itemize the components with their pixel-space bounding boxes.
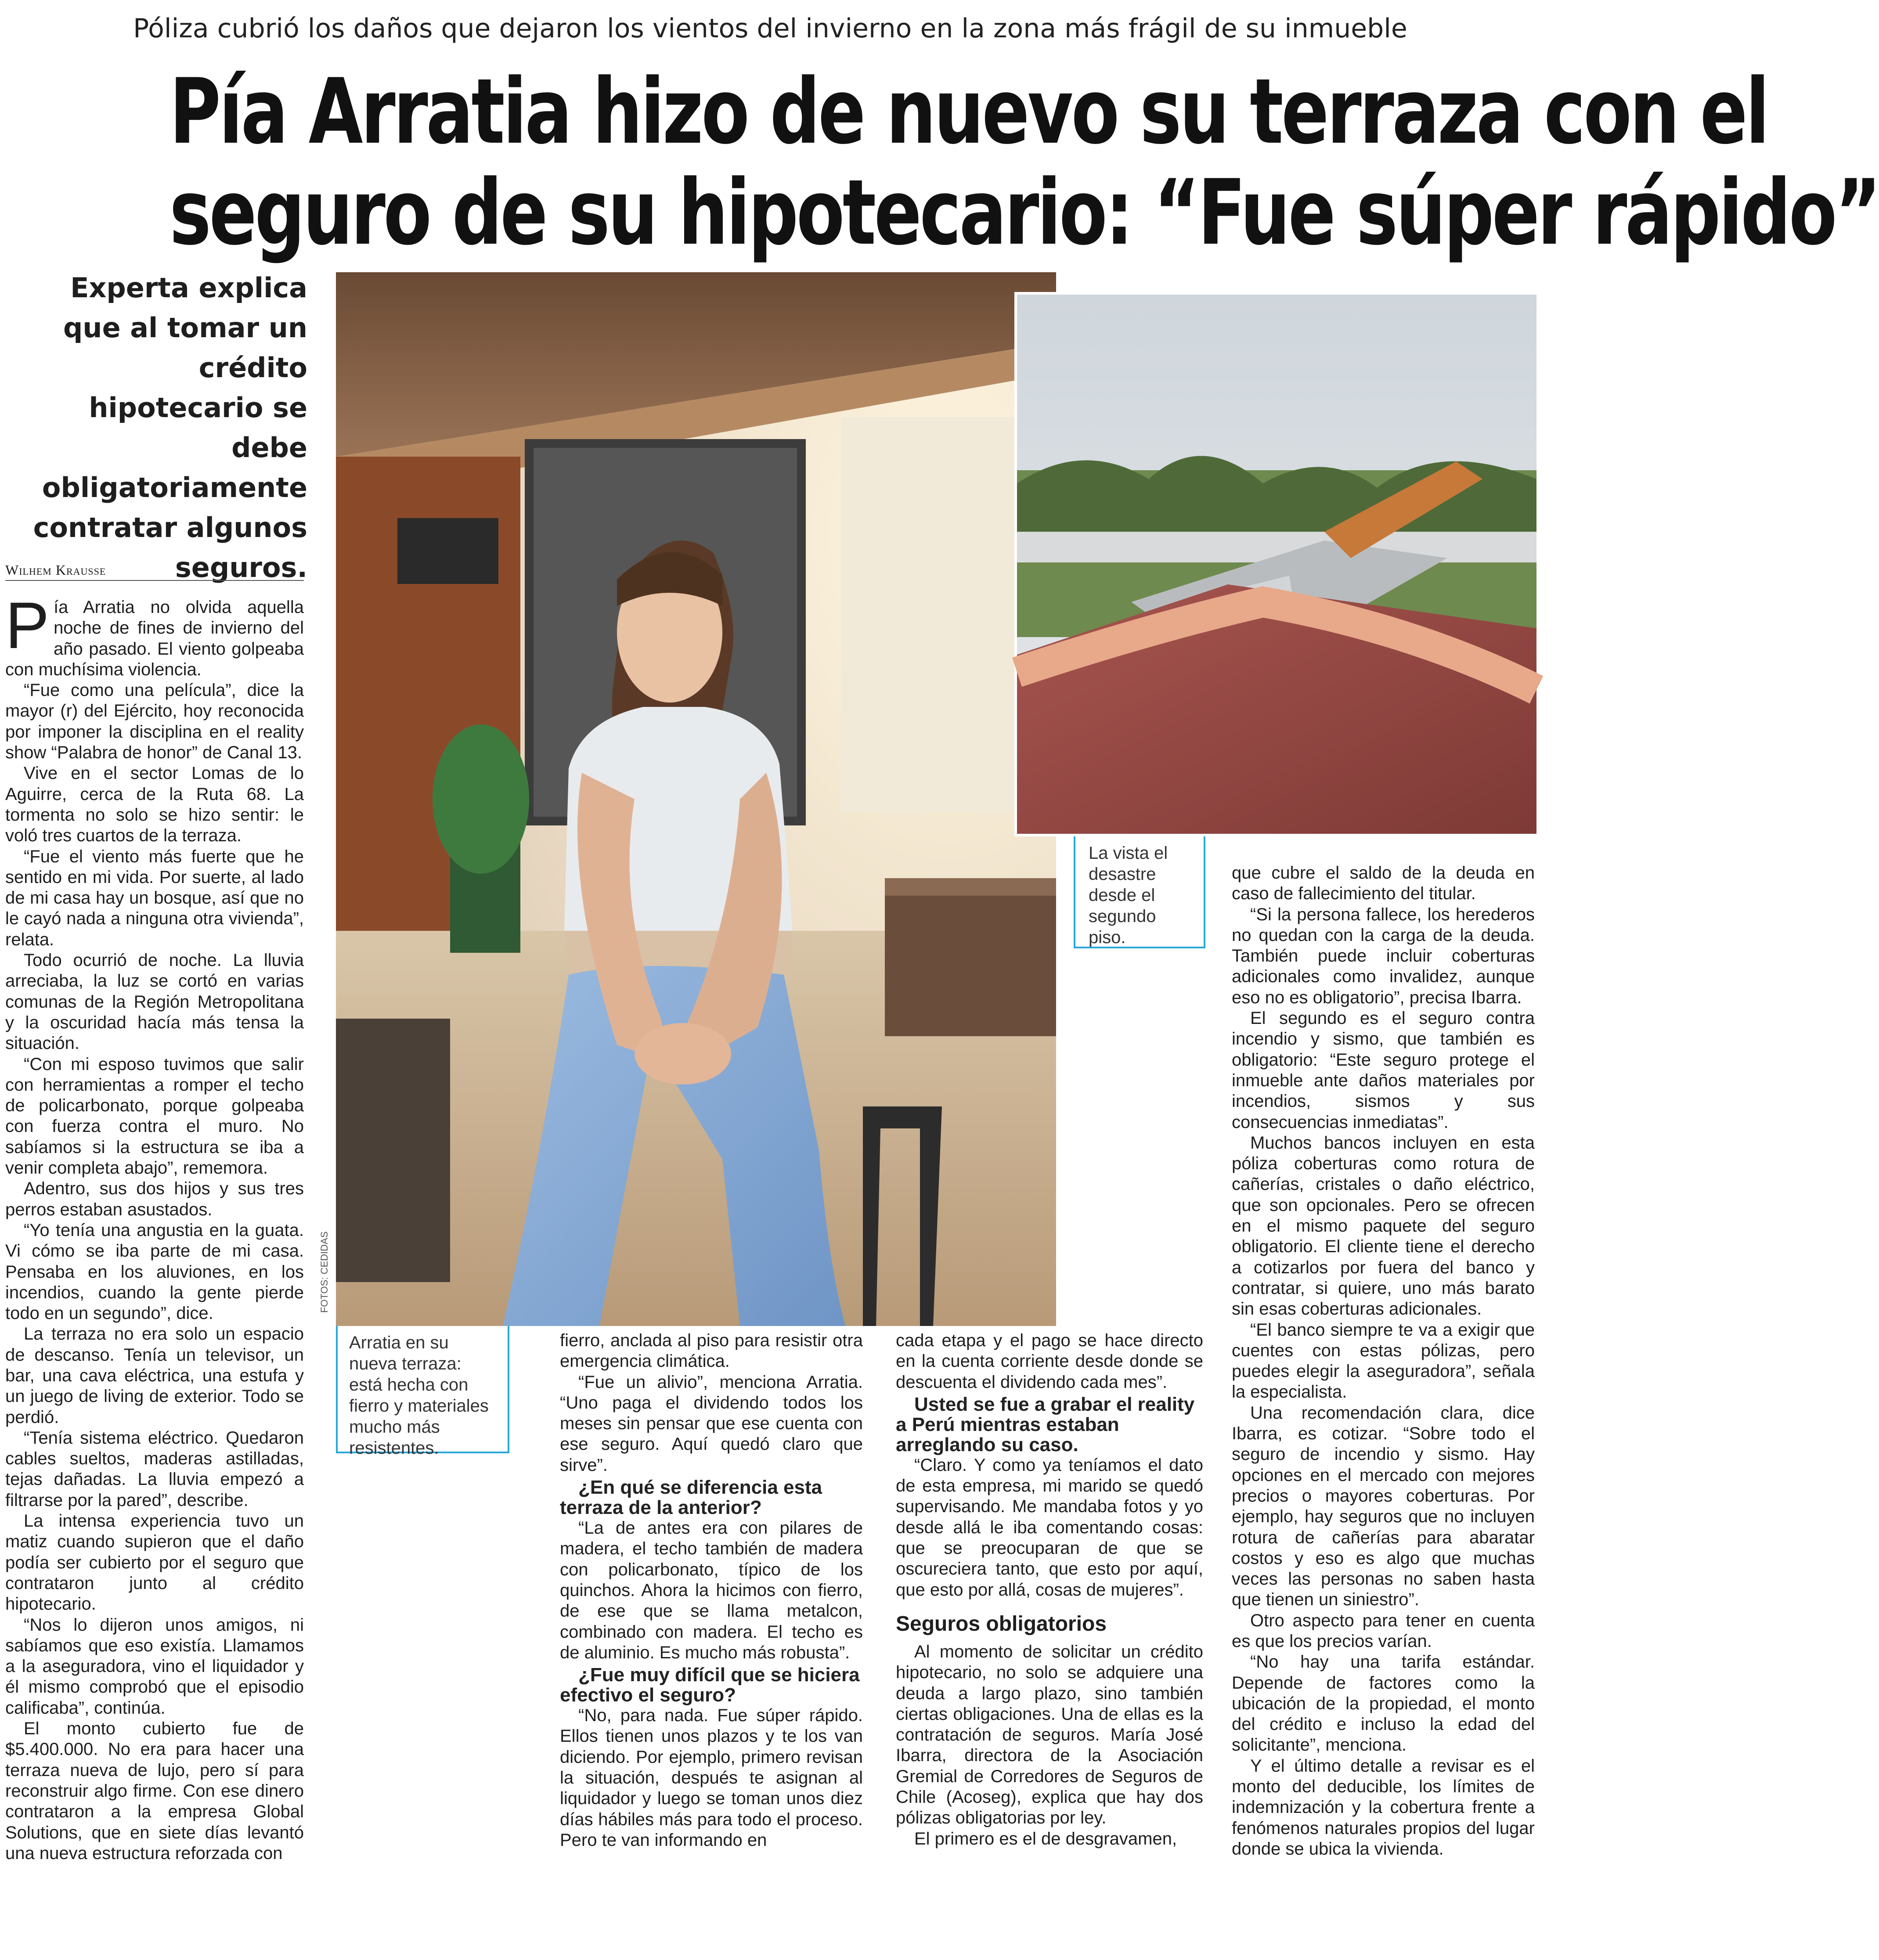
paragraph: “Tenía sistema eléctrico. Quedaron cables sueltos, maderas astilladas, tejas dañadas. La lluvia empezó a filtrarse por la pared”, describe. xyxy=(5,1428,304,1510)
interview-answer: “No, para nada. Fue súper rápido. Ellos tienen unos plazos y te los van diciendo. Por ejemplo, primero revisan la situación, después te asignan al liquidador y luego se toman unos diez días hábiles más para todo el proceso. Pero te van informando en xyxy=(560,1706,863,1850)
byline xyxy=(5,562,304,581)
column-1 xyxy=(5,588,304,1864)
paragraph: El segundo es el seguro contra incendio y sismo, que también es obligatorio: “Este seguro protege el inmueble ante daños materiales por incendios, sismos y sus consecuencias inmediatas”. xyxy=(1232,1009,1535,1132)
paragraph: “No hay una tarifa estándar. Depende de factores como la ubicación de la propiedad, el monto del crédito e incluso la edad del solicitante”, menciona. xyxy=(1232,1652,1535,1755)
main-photo-caption xyxy=(336,1326,509,1458)
interview-answer: “La de antes era con pilares de madera, el techo también de madera con policarbonato, típico de los quinchos. Ahora la hicimos con fierro, de ese que se llama metalcon, combinado con madera. El techo es de aluminio. Es mucho más robusta”. xyxy=(560,1518,863,1662)
paragraph: Vive en el sector Lomas de lo Aguirre, cerca de la Ruta 68. La tormenta no solo se hizo sentir: le voló tres cuartos de la terraza. xyxy=(5,764,304,846)
paragraph: “Nos lo dijeron unos amigos, ni sabíamos que eso existía. Llamamos a la aseguradora, vino el liquidador y él mismo comprobó que el episodio calificaba”, continúa. xyxy=(5,1615,304,1718)
paragraph: Muchos bancos incluyen en esta póliza coberturas como rotura de cañerías, cristales o daño eléctrico, que son opcionales. Pero se ofrecen en el mismo paquete del seguro obligatorio. El cliente tiene el derecho a cotizarlos por fuera del banco y contratar, si quiere, uno más barato sin esas coberturas adicionales. xyxy=(1232,1133,1535,1319)
paragraph: “Con mi esposo tuvimos que salir con herramientas a romper el techo de policarbonato, porque golpeaba con fuerza contra el muro. No sabíamos si la estructura se iba a venir completa abajo”, rememora. xyxy=(5,1054,304,1178)
paragraph-continued: que cubre el saldo de la deuda en caso de fallecimiento del titular. xyxy=(1232,863,1535,904)
paragraph: “Fue un alivio”, menciona Arratia. “Uno paga el dividendo todos los meses sin pensar que ese cuenta con ese seguro. Aquí quedó claro que sirve”. xyxy=(560,1372,863,1475)
column-4 xyxy=(1232,863,1535,1859)
lead-text: ía Arratia no olvida aquella noche de fines de invierno del año pasado. El viento golpeaba con muchísima violencia. xyxy=(5,598,304,679)
paragraph: La terraza no era solo un espacio de descanso. Tenía un televisor, un bar, una cava eléctrica, una estufa y un juego de living de exterior. Todo se perdió. xyxy=(5,1324,304,1427)
byline-name: Wilhem Krausse xyxy=(5,562,106,578)
roof-photo-caption xyxy=(1074,836,1205,948)
interview-answer: “Claro. Y como ya teníamos el dato de esta empresa, mi marido se quedó supervisando. Me mandaba fotos y yo desde allá le iba comentando cosas: que se preocuparan de que se oscureciera tanto, que esto por aquí, que esto por allá, cosas de mujeres”. xyxy=(896,1455,1203,1600)
column-3 xyxy=(896,1330,1203,1849)
roof-photo-caption-text: La vista el desastre desde el segundo piso. xyxy=(1089,843,1168,947)
main-photo-illustration xyxy=(336,272,1056,1326)
paragraph: El primero es el de desgravamen, xyxy=(914,1829,1177,1848)
photo-credit: FOTOS: CEDIDAS xyxy=(319,1231,330,1313)
headline-line-2: seguro de su hipotecario: “Fue súper rápido” xyxy=(169,161,1879,265)
main-photo xyxy=(336,272,1056,1326)
headline xyxy=(169,60,1879,265)
interview-question: Usted se fue a grabar el reality a Perú mientras estaban arreglando su caso. xyxy=(896,1393,1195,1456)
drop-cap: P xyxy=(5,588,50,662)
roof-photo xyxy=(1014,292,1539,836)
interview-question: ¿En qué se diferencia esta terraza de la anterior? xyxy=(560,1477,822,1519)
kicker: Póliza cubrió los daños que dejaron los vientos del invierno en la zona más frágil de su inmueble xyxy=(133,13,1407,44)
paragraph: “Fue como una película”, dice la mayor (r) del Ejército, hoy reconocida por imponer la disciplina en el reality show “Palabra de honor” de Canal 13. xyxy=(5,681,304,763)
lead-paragraph xyxy=(5,588,304,680)
paragraph: Adentro, sus dos hijos y sus tres perros estaban asustados. xyxy=(5,1179,304,1219)
paragraph: “Yo tenía una angustia en la guata. Vi cómo se iba parte de mi casa. Pensaba en los aluviones, en los incendios, cuando la gente pierde todo en un segundo”, dice. xyxy=(5,1220,304,1323)
paragraph: Y el último detalle a revisar es el monto del deducible, los límites de indemnización y la cobertura frente a fenómenos naturales propios del lugar donde se ubica la vivienda. xyxy=(1232,1756,1535,1859)
paragraph-continued: cada etapa y el pago se hace directo en la cuenta corriente desde donde se descuenta el dividendo cada mes”. xyxy=(896,1331,1203,1392)
paragraph: Otro aspecto para tener en cuenta es que los precios varían. xyxy=(1232,1611,1535,1651)
headline-line-1: Pía Arratia hizo de nuevo su terraza con el xyxy=(169,60,1768,164)
interview-question: ¿Fue muy difícil que se hiciera efectivo el seguro? xyxy=(560,1664,860,1706)
paragraph: “El banco siempre te va a exigir que cuentes con estas pólizas, pero puedes elegir la aseguradora”, señala la especialista. xyxy=(1232,1320,1535,1402)
roof-photo-illustration xyxy=(1017,295,1536,834)
main-photo-caption-text: Arratia en su nueva terraza: está hecha con fierro y materiales mucho más resistentes. xyxy=(349,1333,489,1458)
paragraph: “Si la persona fallece, los herederos no quedan con la carga de la deuda. También puede incluir coberturas adicionales como invalidez, aunque eso no es obligatorio”, precisa Ibarra. xyxy=(1232,904,1535,1007)
subhead: Seguros obligatorios xyxy=(896,1612,1107,1636)
paragraph: Al momento de solicitar un crédito hipotecario, no solo se adquiere una deuda a largo plazo, sino también ciertas obligaciones. Una de ellas es la contratación de seguros. María José Ibarra, directora de la Asociación Gremial de Corredores de Seguros de Chile (Acoseg), explica que hay dos pólizas obligatorias por ley. xyxy=(896,1642,1203,1828)
paragraph: Una recomendación clara, dice Ibarra, es cotizar. “Sobre todo el seguro de incendio y sismo. Hay opciones en el mercado con mejores precios o mayores coberturas. Por ejemplo, hay seguros que no incluyen rotura de cañerías para abaratar costos y eso es algo que muchas veces las personas no saben hasta que tienen un siniestro”. xyxy=(1232,1403,1535,1610)
paragraph: Todo ocurrió de noche. La lluvia arreciaba, la luz se cortó en varias comunas de la Región Metropolitana y la oscuridad hacía más tensa la situación. xyxy=(5,951,304,1053)
paragraph: “Fue el viento más fuerte que he sentido en mi vida. Por suerte, al lado de mi casa hay un bosque, así que no le cayó nada a ninguna otra vivienda”, relata. xyxy=(5,847,304,949)
paragraph: El monto cubierto fue de $5.400.000. No era para hacer una terraza nueva de lujo, pero sí para reconstruir algo firme. Con ese dinero contrataron a la empresa Global Solutions, que en siete días levantó una nueva estructura reforzada con xyxy=(5,1719,304,1863)
deck: Experta explica que al tomar un crédito hipotecario se debe obligatoriamente contratar algunos seguros. xyxy=(33,272,307,584)
column-2 xyxy=(560,1330,863,1851)
paragraph-continued: fierro, anclada al piso para resistir otra emergencia climática. xyxy=(560,1331,863,1371)
paragraph: La intensa experiencia tuvo un matiz cuando supieron que el daño podía ser cubierto por el seguro que contrataron junto al crédito hipotecario. xyxy=(5,1511,304,1614)
